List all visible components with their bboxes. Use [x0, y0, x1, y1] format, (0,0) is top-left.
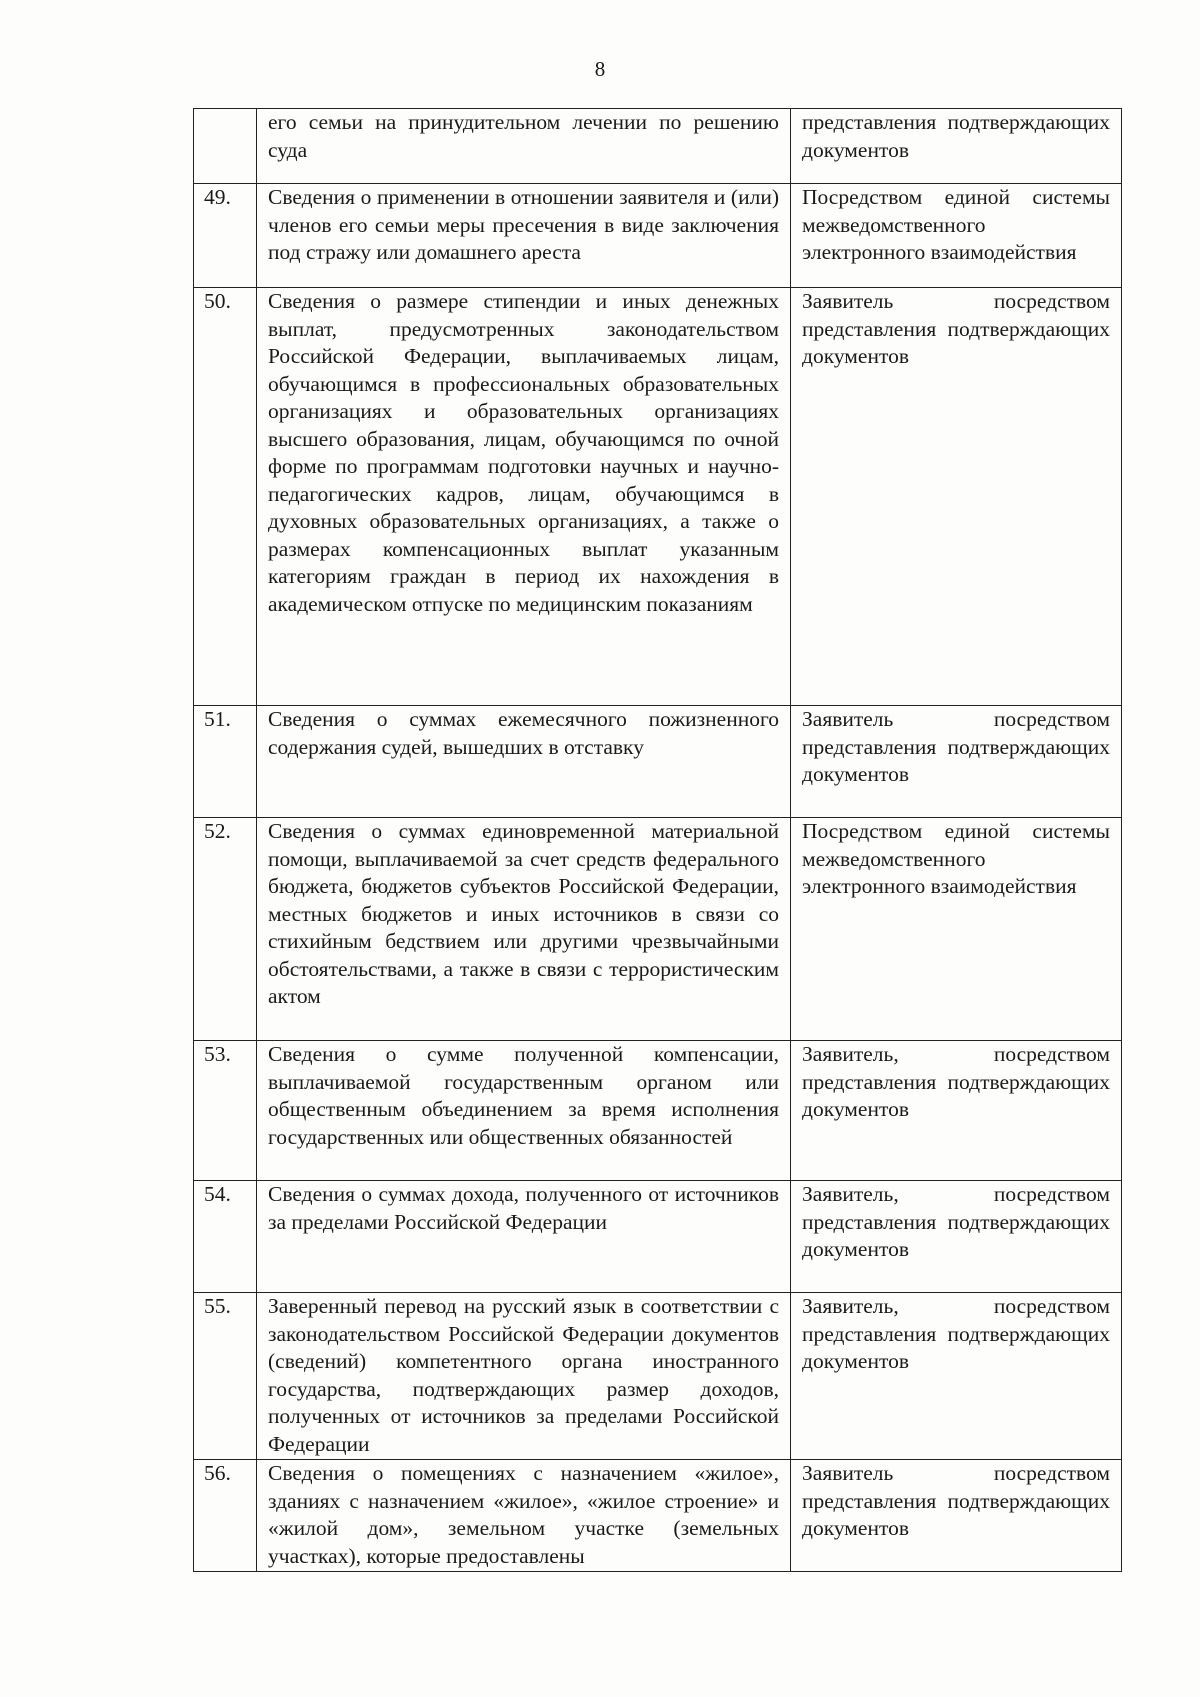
row-number: 53. [194, 1041, 257, 1181]
row-source: Посредством единой системы межведомственного электронного взаимодействия [791, 818, 1122, 1041]
table-row [194, 706, 1122, 818]
row-number: 52. [194, 818, 257, 1041]
row-source: Посредством единой системы межведомственного электронного взаимодействия [791, 184, 1122, 288]
row-source: Заявитель, посредством представления подтверждающих документов [791, 1041, 1122, 1181]
row-number: 56. [194, 1460, 257, 1572]
row-number: 50. [194, 288, 257, 706]
table-row [194, 818, 1122, 1041]
row-source: представления подтверждающих документов [791, 109, 1122, 184]
row-description: его семьи на принудительном лечении по решению суда [257, 109, 791, 184]
table-row [194, 1293, 1122, 1460]
table-row [194, 184, 1122, 288]
documents-table [193, 108, 1122, 1572]
row-description: Заверенный перевод на русский язык в соответствии с законодательством Российской Федерации документов (сведений) компетентного органа иностранного государства, подтверждающих размер доходов, полученных от источников за пределами Российской Федерации [257, 1293, 791, 1460]
row-source: Заявитель, посредством представления подтверждающих документов [791, 1293, 1122, 1460]
row-number [194, 109, 257, 184]
table-row [194, 1041, 1122, 1181]
row-description: Сведения о размере стипендии и иных денежных выплат, предусмотренных законодательством Российской Федерации, выплачиваемых лицам, обучающимся в профессиональных образовательных организациях и образовательных организациях высшего образования, лицам, обучающимся по очной форме по программам подготовки научных и научно-педагогических кадров, лицам, обучающимся в духовных образовательных организациях, а также о размерах компенсационных выплат указанным категориям граждан в период их нахождения в академическом отпуске по медицинским показаниям [257, 288, 791, 706]
row-source: Заявитель посредством представления подтверждающих документов [791, 706, 1122, 818]
row-number: 51. [194, 706, 257, 818]
row-description: Сведения о суммах единовременной материальной помощи, выплачиваемой за счет средств федерального бюджета, бюджетов субъектов Российской Федерации, местных бюджетов и иных источников в связи со стихийным бедствием или другими чрезвычайными обстоятельствами, а также в связи с террористическим актом [257, 818, 791, 1041]
table-row [194, 288, 1122, 706]
table-row [194, 109, 1122, 184]
row-source: Заявитель посредством представления подтверждающих документов [791, 288, 1122, 706]
row-description: Сведения о сумме полученной компенсации, выплачиваемой государственным органом или общественным объединением за время исполнения государственных или общественных обязанностей [257, 1041, 791, 1181]
table-row [194, 1460, 1122, 1572]
row-description: Сведения о применении в отношении заявителя и (или) членов его семьи меры пресечения в виде заключения под стражу или домашнего ареста [257, 184, 791, 288]
row-source: Заявитель, посредством представления подтверждающих документов [791, 1181, 1122, 1293]
row-number: 55. [194, 1293, 257, 1460]
row-number: 54. [194, 1181, 257, 1293]
table-row [194, 1181, 1122, 1293]
row-number: 49. [194, 184, 257, 288]
page-number: 8 [594, 57, 606, 81]
row-description: Сведения о суммах ежемесячного пожизненного содержания судей, вышедших в отставку [257, 706, 791, 818]
row-source: Заявитель посредством представления подтверждающих документов [791, 1460, 1122, 1572]
row-description: Сведения о суммах дохода, полученного от источников за пределами Российской Федерации [257, 1181, 791, 1293]
row-description: Сведения о помещениях с назначением «жилое», зданиях с назначением «жилое», «жилое строение» и «жилой дом», земельном участке (земельных участках), которые предоставлены [257, 1460, 791, 1572]
